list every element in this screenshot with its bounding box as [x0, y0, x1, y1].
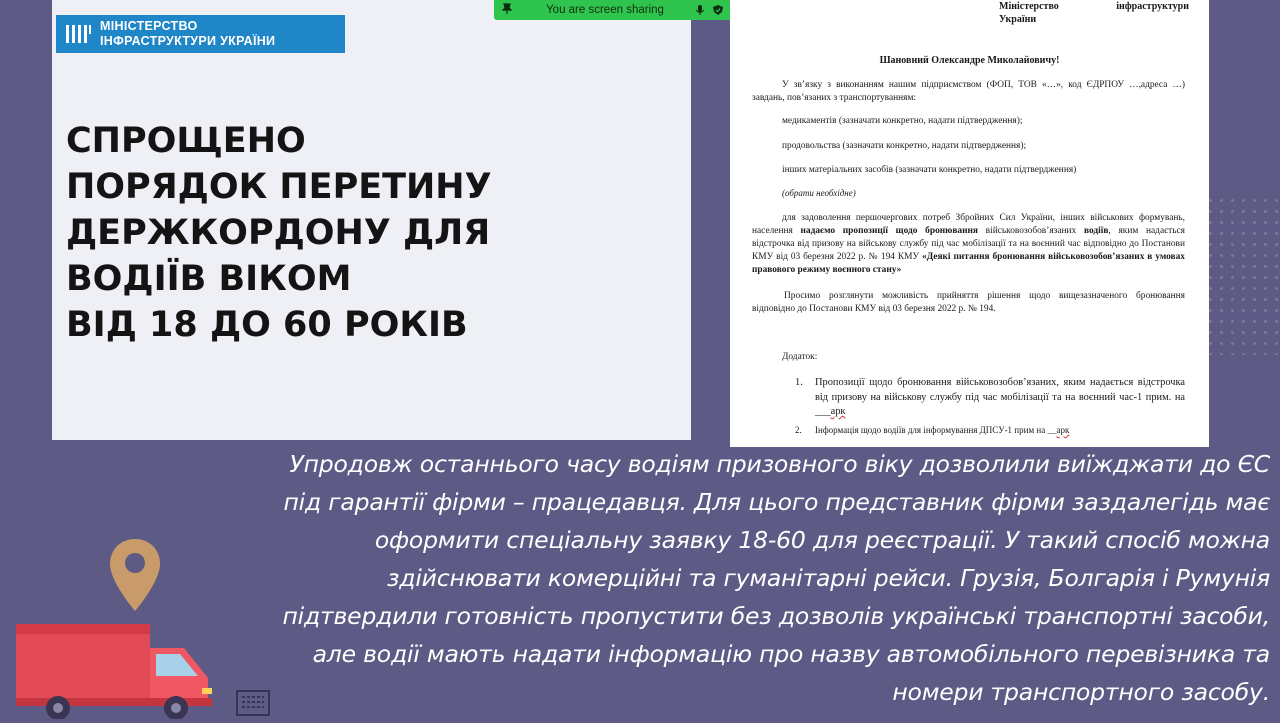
doc-attachment-item — [795, 424, 1185, 437]
doc-attachment-number: 2. — [795, 425, 802, 435]
doc-list-item: медикаментів (зазначати конкретно, надати підтвердження); — [782, 116, 1023, 126]
share-status-bar[interactable] — [494, 0, 730, 20]
slide-panel — [52, 0, 691, 440]
doc-intro: У зв’язку з виконанням нашим підприємством (ФОП, ТОВ «…», код ЄДРПОУ …,адреса …) завдань, пов’язаних з транспортуванням: — [752, 80, 1185, 103]
doc-attachment-body: Пропозиції щодо бронювання військовозобов’язаних, яким надається відстрочка від призову на військову службу під час мобілізації та на воєнний час-1 прим. на ___ — [815, 377, 1185, 417]
doc-list-item: продовольства (зазначати конкретно, надати підтвердження); — [782, 141, 1027, 151]
ministry-logo — [56, 15, 345, 53]
letter-document — [730, 0, 1209, 447]
doc-request: Просимо розглянути можливість прийняття рішення щодо вищезазначеного бронювання відповідно до Постанови КМУ від 03 березня 2022 р. № 194. — [752, 291, 1185, 314]
doc-purpose-text: військовозобов’язаних — [977, 226, 1084, 236]
doc-purpose-bold: «Деякі питання бронювання військовозобов’язаних в умовах правового режиму воєнного стану» — [752, 252, 1185, 275]
doc-purpose-bold: водіїв — [1083, 226, 1109, 236]
doc-attachment-underlined: арк — [830, 406, 846, 417]
doc-salutation: Шановний Олександре Миколайовичу! — [879, 55, 1060, 66]
dotted-decoration — [1205, 195, 1280, 355]
doc-attachment-label: Додаток: — [782, 352, 818, 362]
doc-purpose-text: для задоволення першочергових потреб Збройних Сил України, інших військових формувань, населення — [752, 213, 1185, 236]
shield-icon[interactable] — [712, 4, 724, 16]
doc-list-item: інших матеріальних засобів (зазначати конкретно, надати підтвердження) — [782, 165, 1077, 175]
doc-recipient-line2: України — [999, 14, 1037, 25]
doc-purpose — [752, 212, 1185, 277]
ministry-emblem-icon — [66, 23, 92, 45]
doc-attachment-body: Інформація щодо водіїв для інформування ДПСУ-1 прим на __ — [815, 425, 1057, 435]
doc-recipient-line1: Міністерство інфраструктури — [999, 1, 1189, 12]
doc-attachment-number: 1. — [795, 377, 803, 388]
doc-attachment-text — [815, 376, 1185, 420]
doc-attachment-text — [815, 424, 1185, 437]
share-status-text: You are screen sharing — [546, 4, 664, 16]
box-icon — [236, 690, 270, 720]
pin-icon[interactable] — [502, 3, 516, 18]
map-pin-icon — [107, 537, 163, 617]
doc-purpose-bold: надаємо пропозиції щодо бронювання — [800, 226, 978, 236]
microphone-icon[interactable] — [694, 4, 706, 16]
slide-headline: СПРОЩЕНО ПОРЯДОК ПЕРЕТИНУ ДЕРЖКОРДОНУ ДЛЯ ВОДІЇВ ВІКОМ ВІД 18 ДО 60 РОКІВ — [66, 121, 492, 345]
doc-attachment-underlined: арк — [1056, 425, 1070, 435]
ministry-name: МІНІСТЕРСТВО ІНФРАСТРУКТУРИ УКРАЇНИ — [100, 19, 276, 48]
caption-text: Упродовж останнього часу водіям призовного віку дозволили виїжджати до ЄС під гарантії фірми – працедавця. Для цього представник фірми заздалегідь має оформити спеціальну заявку 18-60 для реєстрації. У такий спосіб можна здійснювати комерційні та гуманітарні рейси. Грузія, Болгарія і Румунія підтвердили готовність пропустити без дозволів українські транспортні засоби, але водії мають надати інформацію про назву автомобільного перевізника та номери транспортного засобу. — [282, 450, 1270, 706]
doc-purpose-text: , яким надається відстрочка від призову на військову службу під час мобілізації та на воєнний час відповідно до Постанови КМУ від 03 березня 2022 р. № 194 КМУ — [752, 226, 1185, 262]
truck-icon — [16, 618, 216, 723]
doc-attachment-item — [795, 376, 1185, 420]
doc-note: (обрати необхідне) — [782, 188, 856, 198]
